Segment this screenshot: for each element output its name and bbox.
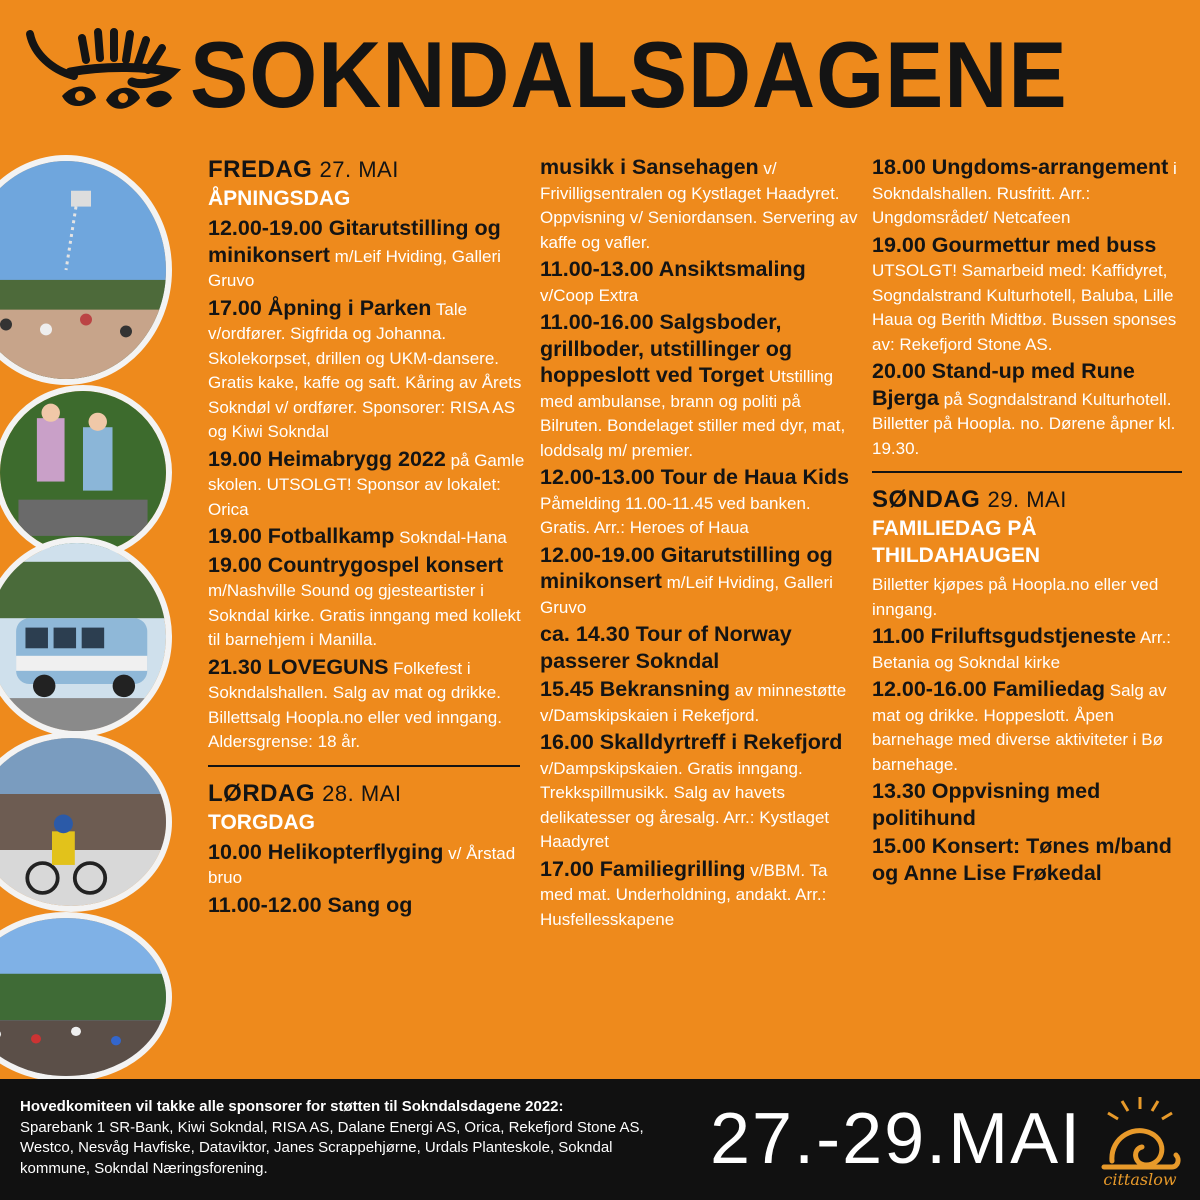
sponsor-list: Sparebank 1 SR-Bank, Kiwi Sokndal, RISA AS, Dalane Energi AS, Orica, Rekefjord Stone AS, Westco, Nesvåg Havfiske, Dataviktor, Janes Scrappehjørne, Urdals Planteskole, Sokndal kommune, Sokndal Næringsforening. (20, 1118, 644, 1177)
day-date: 29. MAI (987, 487, 1067, 512)
event-item (208, 893, 526, 920)
event-desc: Folkefest i Sokndalshallen. Salg av mat og drikke. Billettsalg Hoopla.no eller ved inngang. Aldersgrense: 18 år. (208, 658, 502, 751)
event-title: 12.00-16.00 Familiedag (872, 677, 1106, 701)
column-sunday (872, 155, 1182, 889)
event-title: 11.00-13.00 Ansiktsmaling (540, 257, 806, 281)
photo-vintage-bus (0, 537, 172, 737)
event-title: musikk i Sansehagen (540, 155, 759, 179)
event-title: 13.30 Oppvisning med politihund (872, 779, 1101, 830)
antler-logo-icon (22, 20, 182, 120)
day-theme-saturday: TORGDAG (208, 810, 315, 834)
event-desc: v/BBM. Ta med mat. Underholdning, andakt. Arr.: Husfellesskapene (540, 860, 828, 929)
day-name: SØNDAG (872, 486, 981, 513)
footer (0, 1079, 1200, 1200)
event-item (872, 677, 1182, 777)
photo-opening-crowd (0, 155, 172, 385)
event-desc: UTSOLGT! Samarbeid med: Kaffidyret, Sogndalstrand Kulturhotell, Baluba, Lille Haua og Berith Midtbø. Bussen sponses av: Rekefjord Stone AS. (872, 261, 1177, 354)
event-item (208, 840, 526, 891)
event-title: 12.00-19.00 Gitarutstilling og minikonsert (208, 216, 501, 267)
photo-dancers (0, 385, 172, 560)
festival-dates: 27.-29.MAI (710, 1099, 1083, 1179)
event-title: 15.45 Bekransning (540, 677, 731, 701)
divider (872, 471, 1182, 473)
event-item (872, 155, 1182, 231)
column-friday (208, 155, 526, 921)
photo-park-concert (0, 912, 172, 1082)
event-desc: i Sokndalshallen. Rusfritt. Arr.: Ungdomsrådet/ Netcafeen (872, 159, 1177, 227)
event-title: 12.00-13.00 Tour de Haua Kids (540, 465, 850, 489)
event-item (872, 834, 1182, 887)
event-title: 11.00-16.00 Salgsboder, grillboder, utstillinger og hoppeslott ved Torget (540, 310, 793, 387)
event-item (872, 359, 1182, 461)
event-title: 19.00 Gourmettur med buss (872, 232, 1157, 257)
event-desc: Utstilling med ambulanse, brann og politi på Bilruten. Bondelaget stiller med dyr, mat, loddsalg m/ premier. (540, 367, 846, 460)
day-heading-sunday (872, 485, 1182, 515)
event-desc: m/Leif Hviding, Galleri Gruvo (540, 573, 833, 617)
event-title: 19.00 Heimabrygg 2022 (208, 446, 446, 471)
event-desc: av minnestøtte v/Damskipskaien i Rekefjord. (540, 681, 847, 725)
event-item (208, 524, 526, 551)
event-desc: m/Leif Hviding, Galleri Gruvo (208, 246, 501, 290)
sponsor-heading: Hovedkomiteen vil takke alle sponsorer for støtten til Sokndalsdagene 2022: (20, 1098, 564, 1115)
event-item (208, 447, 526, 523)
event-item (208, 553, 526, 653)
snail-cittaslow-icon (1090, 1089, 1190, 1189)
event-desc: m/Nashville Sound og gjesteartister i Sokndal kirke. Gratis inngang med kollekt til barnehjem i Manilla. (208, 581, 521, 649)
photo-kids-bikes (0, 732, 172, 912)
day-name: LØRDAG (208, 779, 315, 807)
sunday-intro: Billetter kjøpes på Hoopla.no eller ved inngang. (872, 575, 1159, 619)
event-title: 19.00 Fotballkamp (208, 524, 395, 548)
event-title: 10.00 Helikopterflyging (208, 839, 444, 864)
event-desc: på Sogndalstrand Kulturhotell. Billetter på Hoopla. no. Dørene åpner kl. 19.30. (872, 389, 1176, 458)
event-item (872, 624, 1182, 675)
event-desc: Salg av mat og drikke. Hoppeslott. Åpen barnehage med diverse aktiviteter i Bø barnehage. (872, 681, 1167, 774)
event-title: 17.00 Familiegrilling (540, 856, 746, 881)
day-heading-saturday (208, 779, 526, 809)
event-item (540, 465, 860, 541)
event-title: 16.00 Skalldyrtreff i Rekefjord (540, 730, 843, 754)
day-heading-friday (208, 155, 526, 185)
event-item (872, 779, 1182, 832)
event-title: 19.00 Countrygospel konsert (208, 552, 504, 577)
event-title: 11.00-12.00 Sang og (208, 892, 413, 917)
event-item (540, 543, 860, 621)
event-desc: Påmelding 11.00-11.45 ved banken. Gratis. Arr.: Heroes of Haua (540, 493, 811, 537)
event-item (208, 296, 526, 445)
event-title: 11.00 Friluftsgudstjeneste (872, 624, 1137, 648)
event-desc: Tale v/ordfører. Sigfrida og Johanna. Skolekorpset, drillen og UKM-dansere. Gratis kake, kaffe og saft. Kåring av Årets Sokndøl v/ ordfører. Sponsorer: RISA AS og Kiwi Sokndal (208, 299, 522, 441)
event-desc: v/ Frivilligsentralen og Kystlaget Haadyret. Oppvisning v/ Seniordansen. Servering av kaffe og vafler. (540, 159, 858, 252)
day-theme-sunday: FAMILIEDAG PÅ THILDAHAUGEN (872, 517, 1040, 567)
event-desc: v/Coop Extra (540, 285, 639, 305)
event-title: 20.00 Stand-up med Rune Bjerga (872, 359, 1135, 410)
event-desc: på Gamle skolen. UTSOLGT! Sponsor av lokalet: Orica (208, 450, 525, 519)
event-desc: v/ Årstad bruo (208, 843, 516, 887)
day-name: FREDAG (208, 156, 313, 183)
day-date: 28. MAI (322, 780, 402, 806)
event-title: 17.00 Åpning i Parken (208, 295, 432, 320)
event-item (540, 857, 860, 933)
event-title: 18.00 Ungdoms-arrangement (872, 155, 1169, 179)
event-item (872, 233, 1182, 358)
event-item (540, 155, 860, 255)
event-desc: v/Dampskipskaien. Gratis inngang. Trekkspillmusikk. Salg av havets delikatesser og åresalg. Arr.: Kystlaget Haadyret (540, 758, 830, 851)
event-item (208, 655, 526, 755)
event-title: ca. 14.30 Tour of Norway passerer Sokndal (540, 622, 792, 673)
page-title: SOKNDALSDAGENE (190, 22, 1068, 127)
day-theme-friday: ÅPNINGSDAG (208, 187, 351, 210)
event-title: 21.30 LOVEGUNS (208, 654, 389, 679)
cittaslow-logo-text: cittaslow (1103, 1170, 1177, 1189)
event-item (208, 216, 526, 294)
event-item (540, 677, 860, 728)
event-item (540, 622, 860, 675)
event-desc: Arr.: Betania og Sokndal kirke (872, 628, 1172, 672)
event-item (540, 257, 860, 308)
event-item (540, 310, 860, 463)
event-desc: Sokndal-Hana (399, 528, 507, 547)
event-title: 12.00-19.00 Gitarutstilling og minikonsert (540, 542, 833, 593)
event-item (540, 730, 860, 855)
sponsor-thanks (20, 1097, 680, 1179)
event-title: 15.00 Konsert: Tønes m/band og Anne Lise Frøkedal (872, 834, 1172, 885)
column-saturday (540, 155, 860, 934)
divider (208, 765, 520, 767)
day-date: 27. MAI (319, 157, 399, 182)
